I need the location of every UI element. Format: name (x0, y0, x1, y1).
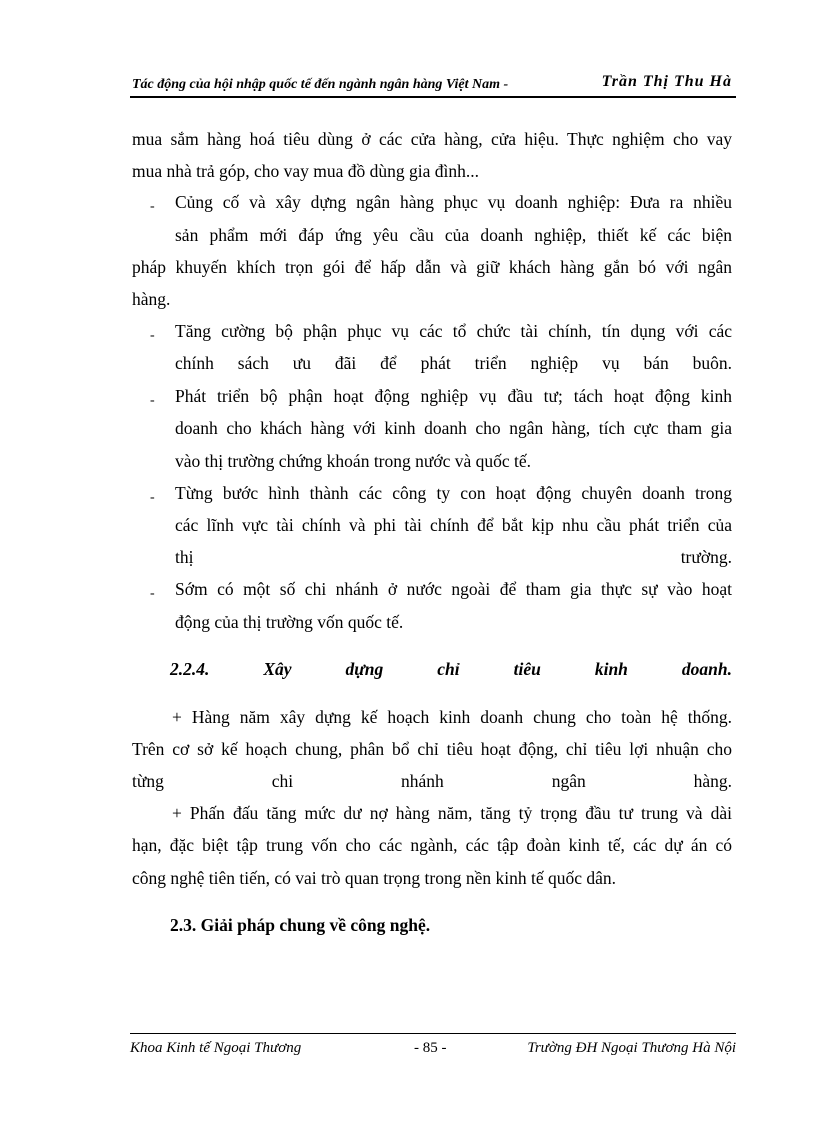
header-author: Trần Thị Thu Hà (601, 73, 732, 90)
paragraph-line: hạn, đặc biệt tập trung vốn cho các ngành, các tập đoàn kinh tế, các dự án có (132, 835, 732, 855)
bullet-line: động của thị trường vốn quốc tế. (175, 612, 404, 632)
paragraph-line: Trên cơ sở kế hoạch chung, phân bổ chỉ tiêu hoạt động, chỉ tiêu lợi nhuận cho (132, 739, 732, 759)
paragraph-line: từng chi nhánh ngân hàng. (132, 771, 732, 791)
bullet-line: Củng cố và xây dựng ngân hàng phục vụ doanh nghiệp: Đưa ra nhiều (175, 192, 732, 212)
bullet-mark: - (150, 393, 155, 408)
bullet-line: hàng. (132, 289, 171, 309)
bullet-mark: - (150, 328, 155, 343)
header-title: Tác động của hội nhập quốc tế đến ngành ngân hàng Việt Nam - (132, 77, 509, 92)
section-heading-2-2-4: 2.2.4. Xây dựng chỉ tiêu kinh doanh. (170, 659, 732, 679)
bullet-line: thị trường. (175, 547, 732, 567)
bullet-mark: - (150, 586, 155, 601)
bullet-line: các lĩnh vực tài chính và phi tài chính để bắt kịp nhu cầu phát triển của (175, 515, 732, 535)
footer-university: Trường ĐH Ngoại Thương Hà Nội (527, 1040, 736, 1056)
bullet-line: pháp khuyến khích trọn gói để hấp dẫn và giữ khách hàng gắn bó với ngân (132, 257, 732, 277)
section-heading-2-3: 2.3. Giải pháp chung về công nghệ. (170, 915, 431, 935)
bullet-line: Phát triển bộ phận hoạt động nghiệp vụ đầu tư; tách hoạt động kinh (175, 386, 732, 406)
page-number: - 85 - (414, 1040, 447, 1056)
bullet-line: doanh cho khách hàng với kinh doanh cho ngân hàng, tích cực tham gia (175, 418, 732, 438)
bullet-line: chính sách ưu đãi để phát triển nghiệp vụ bán buôn. (175, 353, 732, 373)
bullet-line: Sớm có một số chi nhánh ở nước ngoài để tham gia thực sự vào hoạt (175, 579, 732, 599)
footer-faculty: Khoa Kinh tế Ngoại Thương (130, 1040, 302, 1056)
paragraph-line: + Phấn đấu tăng mức dư nợ hàng năm, tăng tỷ trọng đầu tư trung và dài (172, 803, 732, 823)
bullet-line: sản phẩm mới đáp ứng yêu cầu của doanh nghiệp, thiết kế các biện (175, 225, 732, 245)
paragraph-line: mua nhà trả góp, cho vay mua đồ dùng gia đình... (132, 161, 480, 181)
bullet-mark: - (150, 490, 155, 505)
bullet-line: vào thị trường chứng khoán trong nước và quốc tế. (175, 451, 532, 471)
paragraph-line: + Hàng năm xây dựng kế hoạch kinh doanh chung cho toàn hệ thống. (172, 707, 732, 727)
bullet-line: Từng bước hình thành các công ty con hoạt động chuyên doanh trong (175, 483, 732, 503)
paragraph-line: công nghệ tiên tiến, có vai trò quan trọng trong nền kinh tế quốc dân. (132, 868, 617, 888)
bullet-mark: - (150, 199, 155, 214)
page-footer (130, 1033, 736, 1064)
bullet-line: Tăng cường bộ phận phục vụ các tổ chức tài chính, tín dụng với các (175, 321, 732, 341)
paragraph-line: mua sắm hàng hoá tiêu dùng ở các cửa hàng, cửa hiệu. Thực nghiệm cho vay (132, 129, 732, 149)
page-header (130, 70, 736, 98)
